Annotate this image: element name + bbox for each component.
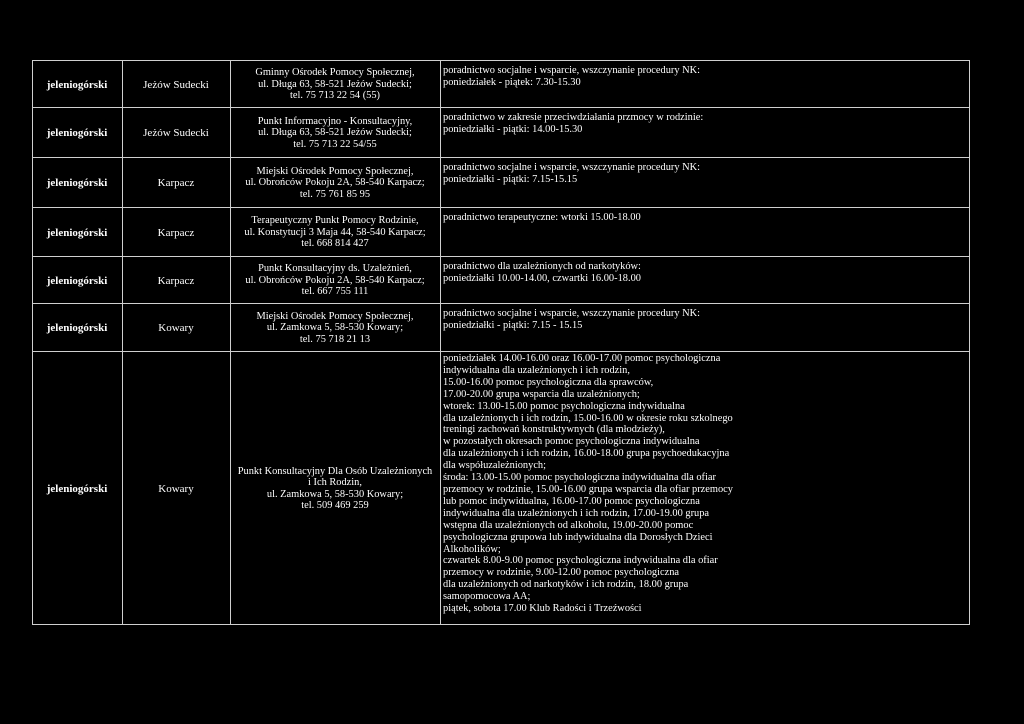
table-bottom-border — [32, 624, 970, 625]
service-line: poniedziałki - piątki: 7.15-15.15 — [443, 173, 578, 185]
city-cell: Jeżów Sudecki — [143, 127, 209, 139]
institution-line: i Ich Rodzin, — [308, 477, 362, 488]
service-line: czwartek 8.00-9.00 pomoc psychologiczna indywidualna dla ofiar — [443, 555, 718, 567]
table-row — [32, 60, 970, 108]
service-line: przemocy w rodzinie, 15.00-16.00 grupa wsparcia dla ofiar przemocy — [443, 483, 733, 495]
city-cell: Jeżów Sudecki — [143, 78, 209, 91]
institution-line: tel. 75 713 22 54 (55) — [289, 90, 381, 102]
service-line: w pozostałych okresach pomoc psychologiczna indywidualna — [443, 436, 700, 448]
city-cell: Karpacz — [157, 226, 195, 239]
region-cell: jeleniogórski — [46, 482, 108, 495]
service-line: dla uzależnionych i ich rodzin, 15.00-16.00 w okresie roku szkolnego — [443, 412, 733, 424]
city-cell: Karpacz — [157, 274, 195, 287]
service-line: poradnictwo socjalne i wsparcie, wszczynanie procedury NK: — [443, 65, 701, 76]
column-divider — [230, 60, 231, 625]
service-line: poniedziałki 10.00-14.00, czwartki 16.00-18.00 — [443, 272, 641, 284]
institution-line: tel. 75 718 21 13 — [299, 333, 371, 345]
institution-line: tel. 75 713 22 54/55 — [293, 138, 377, 150]
institution-line: ul. Konstytucji 3 Maja 44, 58-540 Karpacz; — [244, 226, 426, 238]
services-cell — [442, 352, 968, 625]
institution-line: ul. Długa 63, 58-521 Jeżów Sudecki; — [258, 127, 412, 139]
services-cell — [442, 158, 968, 208]
institution-line: ul. Obrońców Pokoju 2A, 58-540 Karpacz; — [245, 274, 425, 286]
service-line: poradnictwo socjalne i wsparcie, wszczynanie procedury NK: — [443, 308, 701, 319]
region-cell: jeleniogórski — [46, 274, 108, 287]
institution-line: tel. 667 755 111 — [301, 286, 369, 298]
institution-line: ul. Zamkowa 5, 58-530 Kowary; — [266, 322, 404, 334]
service-line: poradnictwo dla uzależnionych od narkotyków: — [443, 261, 641, 272]
service-line: indywidualna dla uzależnionych i ich rodzin, 17.00-19.00 grupa — [443, 507, 710, 519]
table-row — [32, 303, 970, 352]
service-line: poniedziałek - piątek: 7.30-15.30 — [443, 76, 581, 88]
institution-cell — [230, 108, 440, 158]
service-line: poradnictwo terapeutyczne: wtorki 15.00-18.00 — [443, 212, 641, 223]
service-line: wtorek: 13.00-15.00 pomoc psychologiczna indywidualna — [443, 400, 685, 412]
region-cell: jeleniogórski — [46, 226, 108, 239]
institution-line: ul. Zamkowa 5, 58-530 Kowary; — [266, 488, 404, 500]
table-row — [32, 207, 970, 257]
services-cell — [442, 304, 968, 352]
institution-cell — [230, 208, 440, 257]
region-cell: jeleniogórski — [46, 322, 108, 334]
institution-line: Punkt Konsultacyjny Dla Osób Uzależnionych — [237, 465, 433, 477]
region-cell: jeleniogórski — [46, 177, 108, 189]
service-line: środa: 13.00-15.00 pomoc psychologiczna indywidualna dla ofiar — [443, 472, 716, 484]
service-line: poniedziałki - piątki: 7.15 - 15.15 — [443, 319, 583, 331]
table-row — [32, 157, 970, 208]
institution-line: Terapeutyczny Punkt Pomocy Rodzinie, — [251, 215, 419, 227]
service-line: wstępna dla uzależnionych od alkoholu, 19.00-20.00 pomoc — [443, 519, 694, 531]
column-divider — [122, 60, 123, 625]
institution-cell — [230, 257, 440, 304]
service-line: 17.00-20.00 grupa wsparcia dla uzależnionych; — [443, 388, 640, 400]
institution-line: ul. Obrońców Pokoju 2A, 58-540 Karpacz; — [245, 177, 425, 189]
institution-line: tel. 75 761 85 95 — [299, 188, 371, 200]
institution-line: Punkt Konsultacyjny ds. Uzależnień, — [258, 263, 412, 275]
service-line: psychologiczna grupowa lub indywidualna dla Dorosłych Dzieci — [443, 531, 713, 543]
service-line: samopomocowa AA; — [443, 591, 531, 603]
service-line: dla uzależnionych od narkotyków i ich rodzin, 18.00 grupa — [443, 579, 689, 591]
institution-cell — [230, 304, 440, 352]
services-cell — [442, 257, 968, 304]
services-cell — [442, 108, 968, 158]
service-line: poradnictwo w zakresie przeciwdziałania przmocy w rodzinie: — [443, 112, 704, 123]
institution-line: Miejski Ośrodek Pomocy Społecznej, — [256, 165, 414, 177]
institution-line: Gminny Ośrodek Pomocy Społecznej, — [255, 67, 415, 79]
institution-line: tel. 509 469 259 — [301, 500, 369, 511]
service-line: dla współuzależnionych; — [443, 460, 547, 472]
region-cell: jeleniogórski — [46, 78, 108, 91]
institution-line: ul. Długa 63, 58-521 Jeżów Sudecki; — [258, 78, 412, 90]
service-line: 15.00-16.00 pomoc psychologiczna dla sprawców, — [443, 376, 654, 388]
institution-cell — [230, 352, 440, 625]
service-line: Alkoholików; — [443, 543, 501, 555]
service-line: poniedziałki - piątki: 14.00-15.30 — [443, 123, 583, 135]
column-divider — [969, 60, 970, 625]
column-divider — [32, 60, 33, 625]
institution-cell — [230, 61, 440, 108]
city-cell: Kowary — [158, 322, 194, 334]
service-line: dla uzależnionych i ich rodzin, 16.00-18.00 grupa psychoedukacyjna — [443, 448, 730, 460]
services-cell — [442, 208, 968, 257]
institution-line: tel. 668 814 427 — [301, 238, 369, 250]
city-cell: Karpacz — [157, 177, 195, 189]
service-line: przemocy w rodzinie, 9.00-12.00 pomoc psychologiczna — [443, 567, 680, 579]
service-line: indywidualna dla uzależnionych i ich rodzin, — [443, 364, 630, 376]
services-cell — [442, 61, 968, 108]
service-line: lub pomoc indywidualna, 16.00-17.00 pomoc psychologiczna — [443, 495, 700, 507]
city-cell: Kowary — [158, 482, 194, 495]
service-line: piątek, sobota 17.00 Klub Radości i Trzeźwości — [443, 603, 642, 615]
table-row — [32, 256, 970, 304]
service-line: treningi zachowań konstruktywnych (dla młodzieży), — [443, 424, 665, 436]
service-line: poniedziałek 14.00-16.00 oraz 16.00-17.00 pomoc psychologiczna — [443, 353, 721, 364]
table-row — [32, 351, 970, 625]
institution-cell — [230, 158, 440, 208]
region-cell: jeleniogórski — [46, 127, 108, 139]
institution-line: Miejski Ośrodek Pomocy Społecznej, — [256, 310, 414, 322]
column-divider — [440, 60, 441, 625]
institution-line: Punkt Informacyjno - Konsultacyjny, — [257, 115, 413, 127]
service-line: poradnictwo socjalne i wsparcie, wszczynanie procedury NK: — [443, 162, 701, 173]
table-row — [32, 107, 970, 158]
